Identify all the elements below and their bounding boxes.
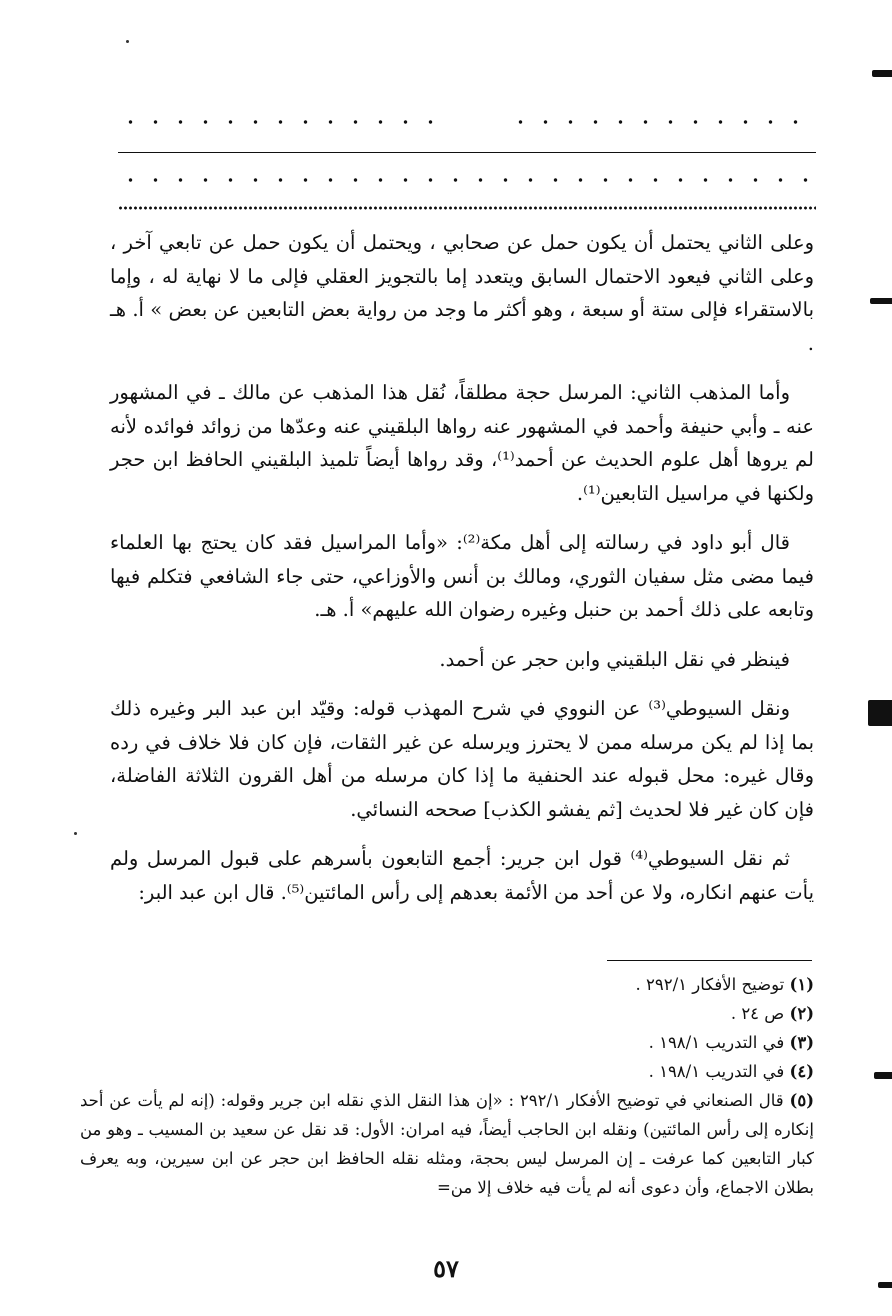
- header-dotted-line-full: [118, 176, 816, 184]
- header-dotted-line-right: [508, 118, 816, 126]
- footnote-item: [80, 970, 814, 999]
- footnote-number: (١): [789, 975, 814, 994]
- paragraph: ونقل السيوطي⁽³⁾ عن النووي في شرح المهذب قوله: وقيّد ابن عبد البر وغيره ذلك بما إذا لم يكن مرسله ممن لا يحترز ويرسله عن غير الثقات، فإن كان فلا خلاف في رده وقال غيره: محل قبوله عند الحنفية ما إذا كان مرسله من أهل القرون الثلاثة الفاضلة، فإن كان غير فلا لحديث [ثم يفشو الكذب] صححه النسائي.: [110, 697, 814, 821]
- paragraph: ثم نقل السيوطي⁽⁴⁾ قول ابن جرير: أجمع التابعون بأسرهم على قبول المرسل ولم يأت عنهم انكاره، ولا عن أحد من الأئمة بعدهم إلى رأس المائتين⁽⁵⁾. قال ابن عبد البر:: [110, 847, 814, 904]
- footnote-number: (٥): [789, 1091, 814, 1110]
- scan-speck: [74, 832, 77, 835]
- footnote-number: (٢): [789, 1004, 814, 1023]
- paragraph: وعلى الثاني يحتمل أن يكون حمل عن صحابي ، ويحتمل أن يكون حمل عن تابعي آخر ، وعلى الثاني فيعود الاحتمال السابق ويتعدد إما بالتجويز العقلي فإلى ما لا نهاية له ، وإما بالاستقراء فإلى ستة أو سبعة ، وهو أكثر ما وجد من رواية بعض التابعين عن بعض » أ. هـ .: [110, 231, 814, 355]
- scan-edge-mark: [878, 1282, 892, 1288]
- footnote-text: قال الصنعاني في توضيح الأفكار ٢٩٢/١ : «إن هذا النقل الذي نقله ابن جرير وقوله: (إنه لم يأت عن أحد إنكاره إلى رأس المائتين) ونقله ابن الحاجب أيضاً، فيه امران: الأول: قد نقل عن سعيد بن المسيب ـ وهو من كبار التابعين كما عرفت ـ إن المرسل ليس بحجة، ومثله نقله الحافظ ابن حجر عن ابن سيرين، وبه يعرف بطلان الاجماع، وأن دعوى أنه لم يأت فيه خلاف إلا من=: [80, 1091, 814, 1197]
- footnote-item: [80, 999, 814, 1028]
- paragraph: وأما المذهب الثاني: المرسل حجة مطلقاً، نُقل هذا المذهب عن مالك ـ في المشهور عنه ـ وأبي حنيفة وأحمد في المشهور عنه رواها البلقيني عنه وعدّها من زوائد فوائده لأنه لم يروها أهل علوم الحديث عن أحمد⁽¹⁾، وقد رواها أيضاً تلميذ البلقيني الحافظ ابن حجر ولكنها في مراسيل التابعين⁽¹⁾.: [110, 381, 814, 505]
- footnote-number: (٤): [789, 1062, 814, 1081]
- scan-edge-mark: [872, 70, 892, 77]
- footnote-text: توضيح الأفكار ٢٩٢/١ .: [635, 975, 785, 994]
- footnote-text: في التدريب ١٩٨/١ .: [648, 1062, 785, 1081]
- main-text: [110, 226, 814, 925]
- footnote-item: [80, 1086, 814, 1202]
- footnote-separator: [607, 960, 812, 961]
- paragraph: فينظر في نقل البلقيني وابن حجر عن أحمد.: [439, 647, 790, 671]
- scan-edge-mark: [868, 700, 892, 726]
- paragraph: قال أبو داود في رسالته إلى أهل مكة⁽²⁾: «وأما المراسيل فقد كان يحتج بها العلماء فيما مضى مثل سفيان الثوري، ومالك بن أنس والأوزاعي، حتى جاء الشافعي فتكلم فيها وتابعه على ذلك أحمد بن حنبل وغيره رضوان الله عليهم» أ. هـ.: [110, 531, 814, 621]
- scan-edge-mark: [870, 298, 892, 304]
- header-dense-dotted-line: [118, 205, 816, 211]
- footnote-text: ص ٢٤ .: [730, 1004, 785, 1023]
- footnote-item: [80, 1028, 814, 1057]
- footnote-number: (٣): [789, 1033, 814, 1052]
- scan-speck: [126, 40, 129, 43]
- footnote-item: [80, 1057, 814, 1086]
- footnote-text: في التدريب ١٩٨/١ .: [648, 1033, 785, 1052]
- footnotes: [80, 970, 814, 1202]
- page-number: ٥٧: [433, 1254, 459, 1283]
- header-rule: [118, 152, 816, 153]
- scan-edge-mark: [874, 1072, 892, 1079]
- header-dotted-line-left: [118, 118, 436, 126]
